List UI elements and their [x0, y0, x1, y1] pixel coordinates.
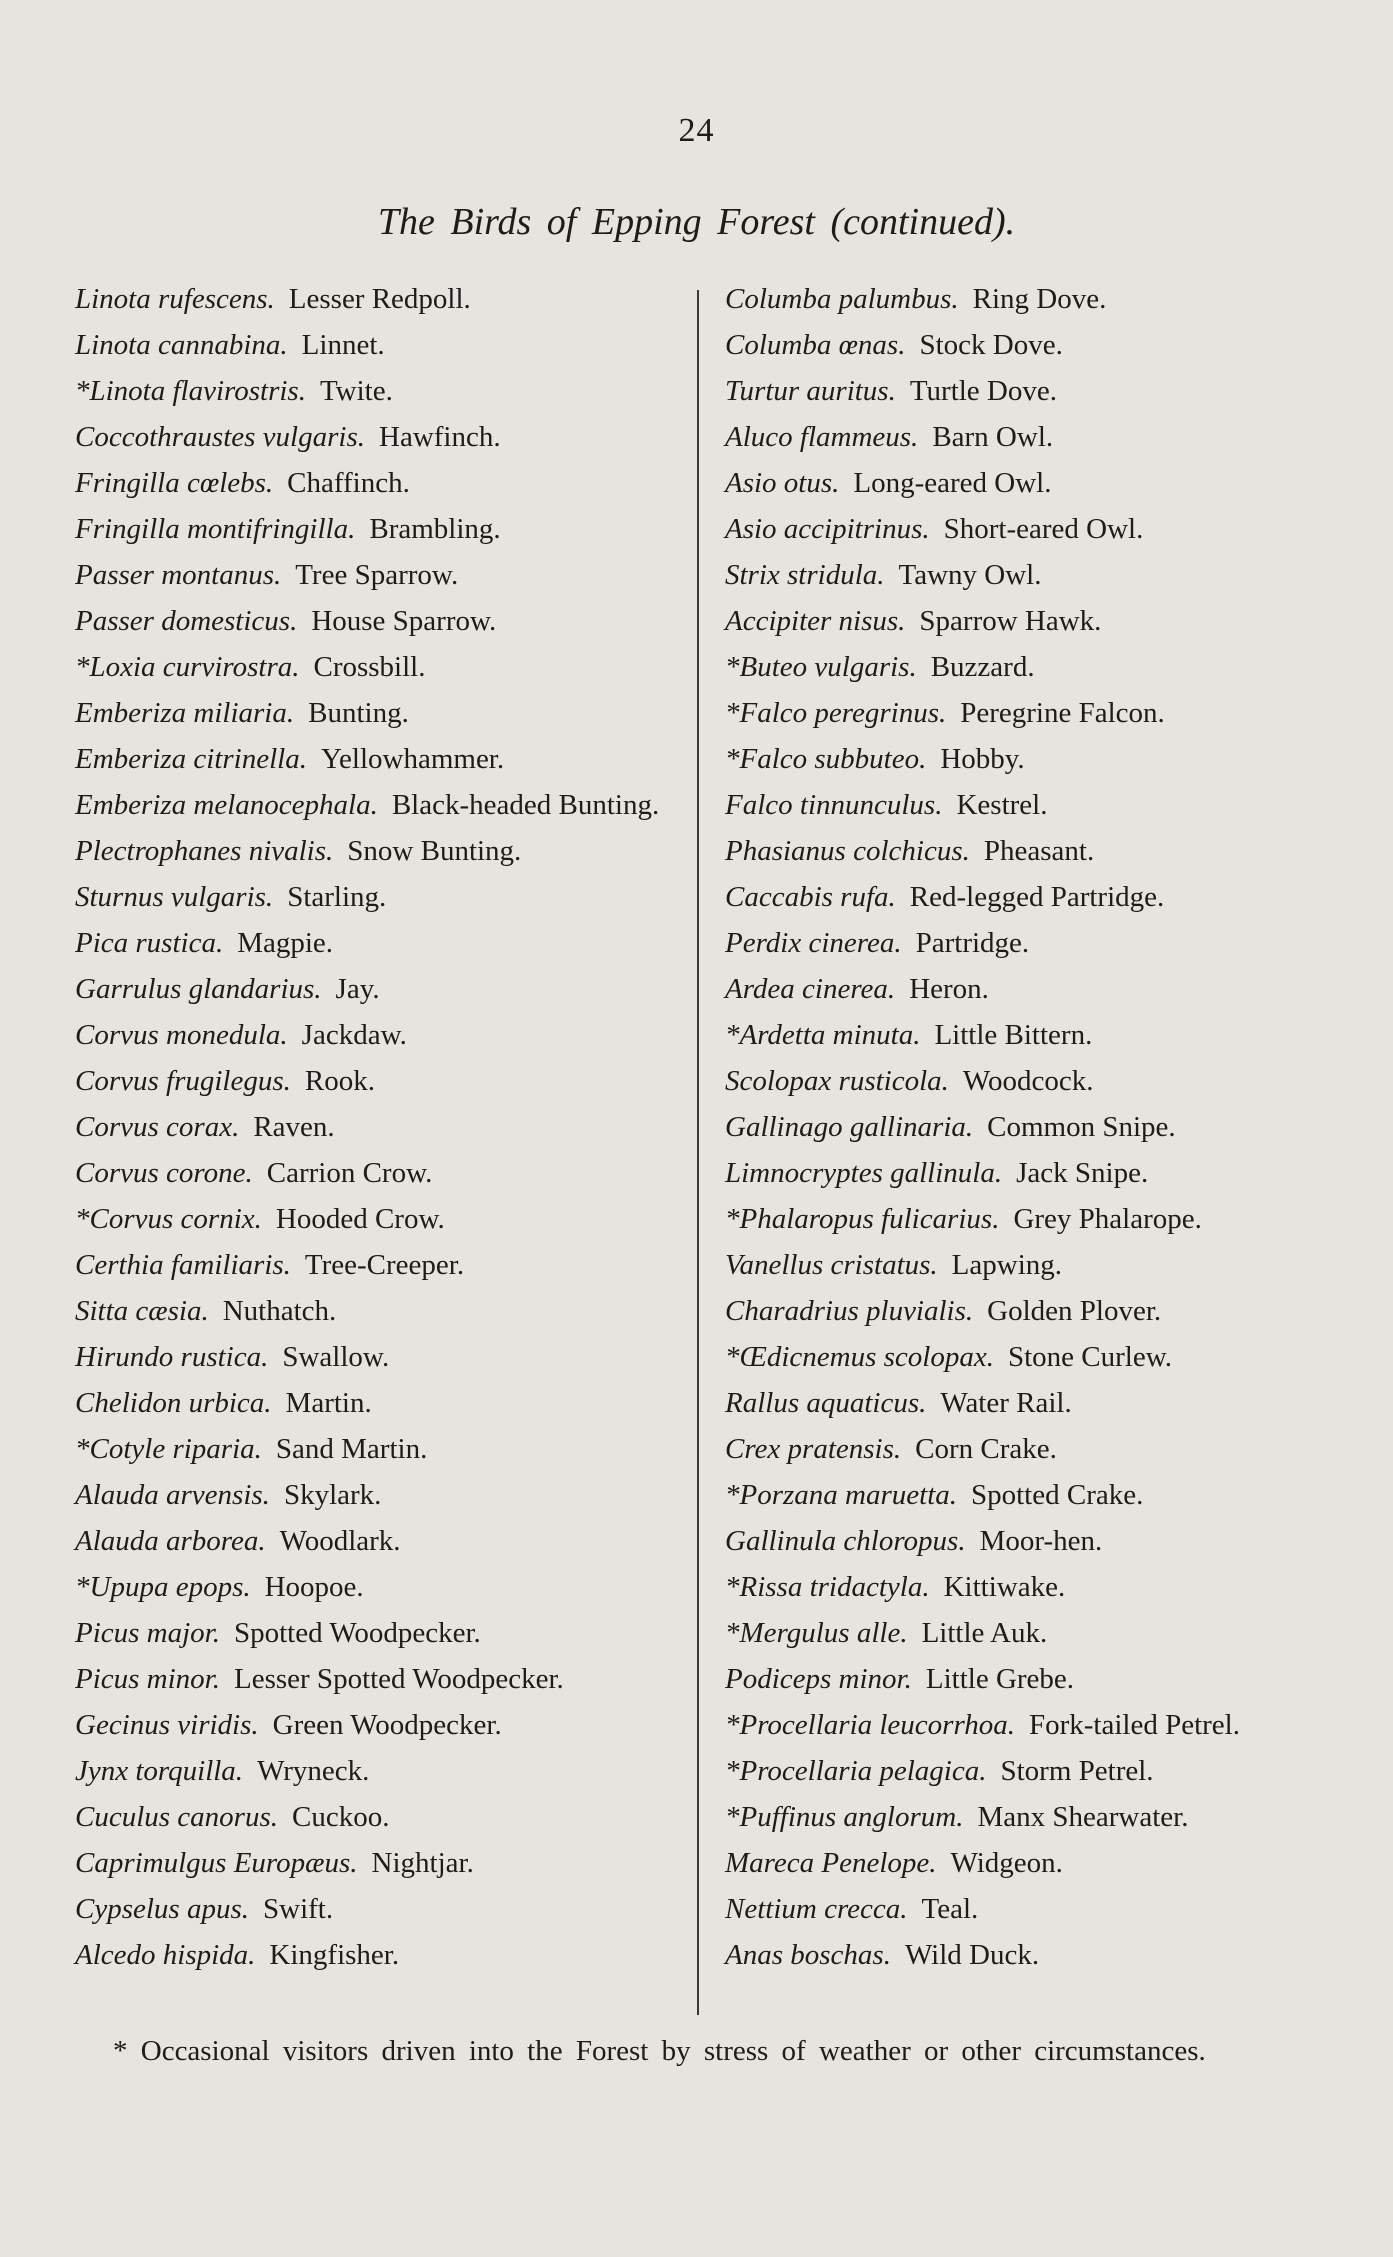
- common-name: Moor-hen.: [979, 1525, 1103, 1557]
- left-column: [75, 276, 690, 1978]
- common-name: Buzzard.: [930, 651, 1035, 683]
- bird-entry: [725, 1058, 1335, 1104]
- scientific-name: Alauda arvensis.: [75, 1479, 270, 1511]
- scientific-name: Mareca Penelope.: [725, 1847, 937, 1879]
- bird-entry: [75, 1656, 690, 1702]
- common-name: Sparrow Hawk.: [919, 605, 1102, 637]
- scientific-name: Falco peregrinus.: [739, 697, 947, 729]
- scientific-name: Nettium crecca.: [725, 1893, 908, 1925]
- scientific-name: Mergulus alle.: [739, 1617, 908, 1649]
- footnote: * Occasional visitors driven into the Forest by stress of weather or other circumstances.: [113, 2035, 1206, 2067]
- scientific-name: Caprimulgus Europæus.: [75, 1847, 358, 1879]
- bird-entry: [75, 1242, 690, 1288]
- common-name: House Sparrow.: [311, 605, 497, 637]
- bird-entry: [725, 736, 1335, 782]
- common-name: Raven.: [253, 1111, 335, 1143]
- bird-entry: [725, 828, 1335, 874]
- occasional-visitor-marker: *: [75, 375, 90, 407]
- common-name: Swallow.: [282, 1341, 390, 1373]
- bird-entry: [75, 1564, 690, 1610]
- common-name: Spotted Woodpecker.: [234, 1617, 481, 1649]
- common-name: Fork-tailed Petrel.: [1028, 1709, 1240, 1741]
- common-name: Little Grebe.: [925, 1663, 1075, 1695]
- scientific-name: Asio accipitrinus.: [725, 513, 930, 545]
- scientific-name: Fringilla montifringilla.: [75, 513, 356, 545]
- bird-entry: [75, 874, 690, 920]
- bird-entry: [75, 1288, 690, 1334]
- bird-entry: [75, 644, 690, 690]
- scientific-name: Emberiza melanocephala.: [75, 789, 378, 821]
- common-name: Teal.: [921, 1893, 979, 1925]
- occasional-visitor-marker: *: [725, 1479, 740, 1511]
- common-name: Turtle Dove.: [909, 375, 1057, 407]
- common-name: Woodlark.: [279, 1525, 401, 1557]
- occasional-visitor-marker: *: [725, 697, 740, 729]
- scientific-name: Columba palumbus.: [725, 283, 959, 315]
- bird-entry: [725, 1518, 1335, 1564]
- scientific-name: Corvus cornix.: [89, 1203, 262, 1235]
- scientific-name: Sitta cæsia.: [75, 1295, 209, 1327]
- common-name: Lapwing.: [951, 1249, 1063, 1281]
- bird-entry: [725, 1886, 1335, 1932]
- bird-entry: [75, 1840, 690, 1886]
- bird-entry: [725, 552, 1335, 598]
- bird-entry: [725, 414, 1335, 460]
- bird-entry: [725, 644, 1335, 690]
- scientific-name: Strix stridula.: [725, 559, 885, 591]
- bird-entry: [725, 1104, 1335, 1150]
- bird-entry: [725, 1702, 1335, 1748]
- scientific-name: Rissa tridactyla.: [739, 1571, 930, 1603]
- column-divider: [697, 290, 699, 2015]
- bird-entry: [725, 1472, 1335, 1518]
- common-name: Pheasant.: [983, 835, 1095, 867]
- scientific-name: Linota flavirostris.: [89, 375, 306, 407]
- bird-entry: [725, 1334, 1335, 1380]
- common-name: Common Snipe.: [987, 1111, 1176, 1143]
- common-name: Kittiwake.: [943, 1571, 1066, 1603]
- right-column: [725, 276, 1335, 1978]
- common-name: Grey Phalarope.: [1013, 1203, 1202, 1235]
- common-name: Lesser Spotted Woodpecker.: [234, 1663, 564, 1695]
- scientific-name: Hirundo rustica.: [75, 1341, 269, 1373]
- common-name: Wryneck.: [257, 1755, 370, 1787]
- bird-entry: [725, 460, 1335, 506]
- scientific-name: Corvus frugilegus.: [75, 1065, 291, 1097]
- common-name: Chaffinch.: [287, 467, 410, 499]
- common-name: Tree-Creeper.: [304, 1249, 465, 1281]
- common-name: Tree Sparrow.: [295, 559, 459, 591]
- bird-entry: [75, 782, 690, 828]
- bird-entry: [75, 1932, 690, 1978]
- common-name: Woodcock.: [962, 1065, 1094, 1097]
- common-name: Bunting.: [308, 697, 409, 729]
- common-name: Cuckoo.: [292, 1801, 390, 1833]
- scientific-name: Aluco flammeus.: [725, 421, 919, 453]
- scientific-name: Accipiter nisus.: [725, 605, 906, 637]
- bird-entry: [725, 920, 1335, 966]
- scientific-name: Alauda arborea.: [75, 1525, 266, 1557]
- common-name: Magpie.: [237, 927, 334, 959]
- common-name: Ring Dove.: [972, 283, 1107, 315]
- common-name: Black-headed Bunting.: [391, 789, 660, 821]
- scientific-name: Caccabis rufa.: [725, 881, 896, 913]
- scientific-name: Emberiza citrinella.: [75, 743, 307, 775]
- occasional-visitor-marker: *: [725, 651, 740, 683]
- scientific-name: Falco subbuteo.: [739, 743, 927, 775]
- bird-entry: [725, 1840, 1335, 1886]
- occasional-visitor-marker: *: [725, 1709, 740, 1741]
- bird-entry: [725, 1794, 1335, 1840]
- bird-entry: [75, 1012, 690, 1058]
- bird-entry: [75, 828, 690, 874]
- scientific-name: Procellaria pelagica.: [739, 1755, 987, 1787]
- common-name: Swift.: [263, 1893, 334, 1925]
- common-name: Partridge.: [915, 927, 1030, 959]
- scientific-name: Turtur auritus.: [725, 375, 896, 407]
- bird-entry: [75, 1702, 690, 1748]
- common-name: Golden Plover.: [987, 1295, 1162, 1327]
- common-name: Jay.: [335, 973, 380, 1005]
- bird-entry: [75, 414, 690, 460]
- bird-entry: [725, 1748, 1335, 1794]
- bird-entry: [725, 322, 1335, 368]
- scientific-name: Plectrophanes nivalis.: [75, 835, 334, 867]
- scientific-name: Charadrius pluvialis.: [725, 1295, 974, 1327]
- bird-entry: [725, 1196, 1335, 1242]
- scientific-name: Crex pratensis.: [725, 1433, 902, 1465]
- page-number: 24: [678, 112, 715, 149]
- bird-entry: [75, 322, 690, 368]
- common-name: Twite.: [319, 375, 393, 407]
- scientific-name: Limnocryptes gallinula.: [725, 1157, 1003, 1189]
- scientific-name: Ardea cinerea.: [725, 973, 896, 1005]
- occasional-visitor-marker: *: [725, 743, 740, 775]
- common-name: Green Woodpecker.: [272, 1709, 502, 1741]
- bird-entry: [725, 1012, 1335, 1058]
- common-name: Jackdaw.: [301, 1019, 407, 1051]
- common-name: Skylark.: [283, 1479, 382, 1511]
- bird-entry: [75, 552, 690, 598]
- scientific-name: Picus minor.: [75, 1663, 220, 1695]
- common-name: Martin.: [285, 1387, 372, 1419]
- common-name: Spotted Crake.: [971, 1479, 1144, 1511]
- bird-entry: [725, 966, 1335, 1012]
- common-name: Manx Shearwater.: [977, 1801, 1189, 1833]
- common-name: Tawny Owl.: [898, 559, 1042, 591]
- occasional-visitor-marker: *: [725, 1801, 740, 1833]
- scientific-name: Phalaropus fulicarius.: [739, 1203, 1000, 1235]
- scientific-name: Sturnus vulgaris.: [75, 881, 274, 913]
- bird-entry: [75, 506, 690, 552]
- bird-entry: [75, 1334, 690, 1380]
- scientific-name: Loxia curvirostra.: [89, 651, 300, 683]
- common-name: Wild Duck.: [904, 1939, 1040, 1971]
- bird-entry: [725, 368, 1335, 414]
- common-name: Nuthatch.: [222, 1295, 337, 1327]
- occasional-visitor-marker: *: [725, 1203, 740, 1235]
- common-name: Storm Petrel.: [1000, 1755, 1154, 1787]
- common-name: Kestrel.: [956, 789, 1048, 821]
- bird-entry: [725, 690, 1335, 736]
- scientific-name: Chelidon urbica.: [75, 1387, 272, 1419]
- scientific-name: Falco tinnunculus.: [725, 789, 943, 821]
- scientific-name: Ardetta minuta.: [739, 1019, 921, 1051]
- bird-entry: [725, 276, 1335, 322]
- bird-entry: [75, 1472, 690, 1518]
- scientific-name: Cotyle riparia.: [89, 1433, 262, 1465]
- bird-entry: [75, 1610, 690, 1656]
- bird-entry: [725, 598, 1335, 644]
- scientific-name: Buteo vulgaris.: [739, 651, 917, 683]
- scientific-name: Passer domesticus.: [75, 605, 298, 637]
- common-name: Linnet.: [301, 329, 385, 361]
- scientific-name: Garrulus glandarius.: [75, 973, 322, 1005]
- bird-entry: [75, 1196, 690, 1242]
- bird-entry: [725, 1656, 1335, 1702]
- occasional-visitor-marker: *: [75, 1571, 90, 1603]
- common-name: Snow Bunting.: [347, 835, 522, 867]
- bird-entry: [725, 1610, 1335, 1656]
- common-name: Yellowhammer.: [320, 743, 505, 775]
- bird-entry: [75, 1748, 690, 1794]
- scientific-name: Upupa epops.: [89, 1571, 251, 1603]
- scientific-name: Podiceps minor.: [725, 1663, 912, 1695]
- scientific-name: Gallinula chloropus.: [725, 1525, 966, 1557]
- scientific-name: Anas boschas.: [725, 1939, 891, 1971]
- common-name: Hooded Crow.: [275, 1203, 445, 1235]
- common-name: Jack Snipe.: [1016, 1157, 1149, 1189]
- occasional-visitor-marker: *: [75, 1203, 90, 1235]
- page-title: The Birds of Epping Forest (continued).: [377, 201, 1016, 243]
- scientific-name: Phasianus colchicus.: [725, 835, 970, 867]
- common-name: Sand Martin.: [275, 1433, 428, 1465]
- scientific-name: Cuculus canorus.: [75, 1801, 278, 1833]
- bird-entry: [75, 1518, 690, 1564]
- bird-entry: [75, 1426, 690, 1472]
- scientific-name: Gallinago gallinaria.: [725, 1111, 974, 1143]
- scientific-name: Corvus corone.: [75, 1157, 253, 1189]
- bird-entry: [75, 736, 690, 782]
- scientific-name: Vanellus cristatus.: [725, 1249, 938, 1281]
- scientific-name: Cypselus apus.: [75, 1893, 249, 1925]
- occasional-visitor-marker: *: [725, 1617, 740, 1649]
- bird-entry: [75, 1794, 690, 1840]
- scientific-name: Asio otus.: [725, 467, 840, 499]
- common-name: Stock Dove.: [919, 329, 1063, 361]
- scientific-name: Corvus corax.: [75, 1111, 240, 1143]
- bird-entry: [75, 1058, 690, 1104]
- bird-entry: [75, 1380, 690, 1426]
- occasional-visitor-marker: *: [725, 1019, 740, 1051]
- common-name: Nightjar.: [371, 1847, 474, 1879]
- occasional-visitor-marker: *: [725, 1755, 740, 1787]
- bird-entry: [75, 1150, 690, 1196]
- scientific-name: Linota cannabina.: [75, 329, 288, 361]
- occasional-visitor-marker: *: [725, 1571, 740, 1603]
- scientific-name: Gecinus viridis.: [75, 1709, 259, 1741]
- scientific-name: Rallus aquaticus.: [725, 1387, 927, 1419]
- scientific-name: Picus major.: [75, 1617, 220, 1649]
- common-name: Crossbill.: [313, 651, 426, 683]
- scientific-name: Columba œnas.: [725, 329, 906, 361]
- common-name: Little Bittern.: [934, 1019, 1093, 1051]
- common-name: Carrion Crow.: [266, 1157, 433, 1189]
- bird-entry: [75, 920, 690, 966]
- scientific-name: Alcedo hispida.: [75, 1939, 256, 1971]
- common-name: Corn Crake.: [915, 1433, 1057, 1465]
- bird-entry: [75, 460, 690, 506]
- common-name: Peregrine Falcon.: [960, 697, 1165, 729]
- scientific-name: Corvus monedula.: [75, 1019, 288, 1051]
- scientific-name: Porzana maruetta.: [739, 1479, 957, 1511]
- bird-entry: [75, 276, 690, 322]
- scientific-name: Passer montanus.: [75, 559, 282, 591]
- common-name: Little Auk.: [921, 1617, 1048, 1649]
- bird-entry: [75, 368, 690, 414]
- common-name: Long-eared Owl.: [853, 467, 1052, 499]
- bird-entry: [725, 1426, 1335, 1472]
- bird-entry: [75, 1104, 690, 1150]
- common-name: Stone Curlew.: [1008, 1341, 1173, 1373]
- scientific-name: Œdicnemus scolopax.: [739, 1341, 994, 1373]
- scientific-name: Puffinus anglorum.: [739, 1801, 964, 1833]
- common-name: Red-legged Partridge.: [909, 881, 1165, 913]
- occasional-visitor-marker: *: [75, 1433, 90, 1465]
- common-name: Hawfinch.: [379, 421, 501, 453]
- scientific-name: Jynx torquilla.: [75, 1755, 244, 1787]
- scientific-name: Fringilla cœlebs.: [75, 467, 274, 499]
- bird-entry: [725, 1150, 1335, 1196]
- scientific-name: Procellaria leucorrhoa.: [739, 1709, 1015, 1741]
- bird-entry: [725, 782, 1335, 828]
- bird-entry: [725, 506, 1335, 552]
- scientific-name: Perdix cinerea.: [725, 927, 902, 959]
- bird-entry: [75, 690, 690, 736]
- common-name: Lesser Redpoll.: [288, 283, 471, 315]
- bird-entry: [725, 1564, 1335, 1610]
- common-name: Heron.: [909, 973, 989, 1005]
- scientific-name: Linota rufescens.: [75, 283, 275, 315]
- common-name: Brambling.: [369, 513, 501, 545]
- bird-entry: [725, 1288, 1335, 1334]
- common-name: Hobby.: [940, 743, 1025, 775]
- common-name: Barn Owl.: [932, 421, 1054, 453]
- bird-entry: [725, 1242, 1335, 1288]
- common-name: Kingfisher.: [269, 1939, 400, 1971]
- common-name: Short-eared Owl.: [943, 513, 1144, 545]
- bird-entry: [75, 598, 690, 644]
- common-name: Water Rail.: [940, 1387, 1072, 1419]
- occasional-visitor-marker: *: [75, 651, 90, 683]
- common-name: Widgeon.: [950, 1847, 1063, 1879]
- occasional-visitor-marker: *: [725, 1341, 740, 1373]
- bird-entry: [725, 874, 1335, 920]
- common-name: Starling.: [287, 881, 387, 913]
- common-name: Hoopoe.: [264, 1571, 364, 1603]
- bird-entry: [725, 1380, 1335, 1426]
- bird-entry: [725, 1932, 1335, 1978]
- bird-entry: [75, 966, 690, 1012]
- scientific-name: Emberiza miliaria.: [75, 697, 295, 729]
- scientific-name: Coccothraustes vulgaris.: [75, 421, 365, 453]
- common-name: Rook.: [304, 1065, 375, 1097]
- scientific-name: Certhia familiaris.: [75, 1249, 291, 1281]
- bird-entry: [75, 1886, 690, 1932]
- scientific-name: Scolopax rusticola.: [725, 1065, 949, 1097]
- scientific-name: Pica rustica.: [75, 927, 224, 959]
